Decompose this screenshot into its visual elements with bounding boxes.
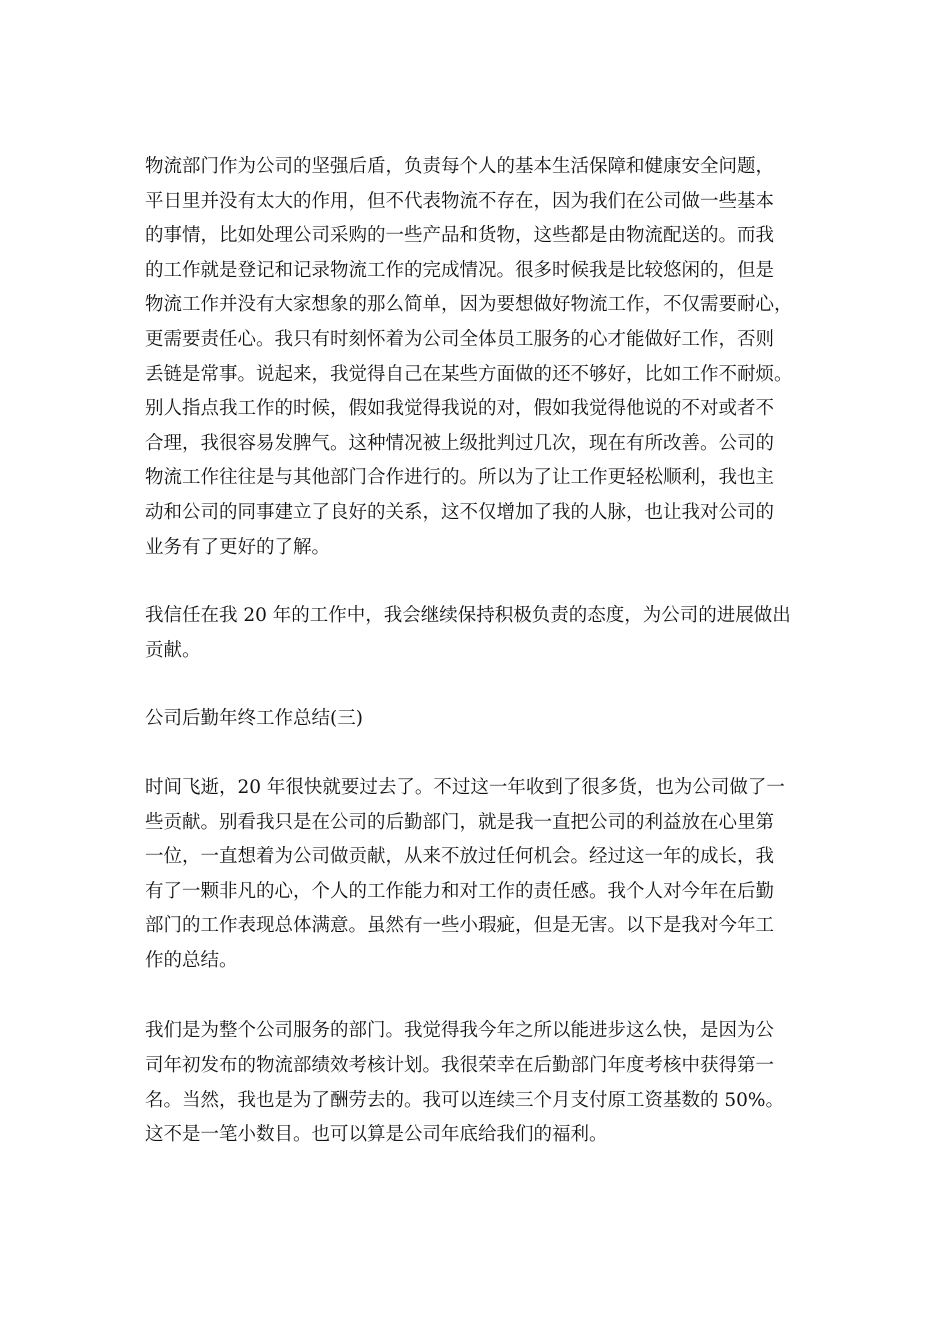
text-line: 别人指点我工作的时候，假如我觉得我说的对，假如我觉得他说的不对或者不 <box>145 398 775 420</box>
text-line: 作的总结。 <box>145 949 238 971</box>
text-line: 司年初发布的物流部绩效考核计划。我很荣幸在后勤部门年度考核中获得第一 <box>145 1055 775 1077</box>
paragraph-gap <box>145 737 815 771</box>
text-line: 物流部门作为公司的坚强后盾，负责每个人的基本生活保障和健康安全问题， <box>145 156 775 177</box>
paragraph-year-review <box>145 771 815 979</box>
paragraph-gap <box>145 565 815 599</box>
section-heading <box>145 702 815 737</box>
text-line: 我信任在我 20 年的工作中，我会继续保持积极负责的态度，为公司的进展做出 <box>145 605 791 627</box>
paragraph-gap <box>145 978 815 1014</box>
paragraph-commitment <box>145 599 815 668</box>
text-line: 动和公司的同事建立了良好的关系，这不仅增加了我的人脉，也让我对公司的 <box>145 501 775 523</box>
text-line: 丢链是常事。说起来，我觉得自己在某些方面做的还不够好，比如工作不耐烦。 <box>145 363 793 385</box>
text-line: 一位，一直想着为公司做贡献，从来不放过任何机会。经过这一年的成长，我 <box>145 846 775 868</box>
text-line: 合理，我很容易发脾气。这种情况被上级批判过几次，现在有所改善。公司的 <box>145 432 775 454</box>
heading-text: 公司后勤年终工作总结(三) <box>145 708 363 730</box>
text-line: 些贡献。别看我只是在公司的后勤部门，就是我一直把公司的利益放在心里第 <box>145 811 775 833</box>
text-line: 更需要责任心。我只有时刻怀着为公司全体员工服务的心才能做好工作，否则 <box>145 328 775 350</box>
text-line: 的工作就是登记和记录物流工作的完成情况。很多时候我是比较悠闲的，但是 <box>145 259 775 281</box>
text-line: 物流工作并没有大家想象的那么简单，因为要想做好物流工作，不仅需要耐心， <box>145 294 793 316</box>
paragraph-performance <box>145 1014 815 1152</box>
text-line: 部门的工作表现总体满意。虽然有一些小瑕疵，但是无害。以下是我对今年工 <box>145 915 775 937</box>
text-line: 名。当然，我也是为了酬劳去的。我可以连续三个月支付原工资基数的 50%。 <box>145 1089 785 1111</box>
text-line: 的事情，比如处理公司采购的一些产品和货物，这些都是由物流配送的。而我 <box>145 225 775 247</box>
text-line: 业务有了更好的了解。 <box>145 536 331 558</box>
text-line: 物流工作往往是与其他部门合作进行的。所以为了让工作更轻松顺利，我也主 <box>145 467 775 489</box>
document-page <box>145 150 815 1153</box>
text-line: 平日里并没有太大的作用，但不代表物流不存在，因为我们在公司做一些基本 <box>145 190 775 212</box>
text-line: 时间飞逝，20 年很快就要过去了。不过这一年收到了很多货，也为公司做了一 <box>145 776 785 798</box>
text-line: 有了一颗非凡的心，个人的工作能力和对工作的责任感。我个人对今年在后勤 <box>145 880 775 902</box>
paragraph-gap <box>145 668 815 702</box>
paragraph-logistics-role <box>145 150 815 565</box>
text-line: 这不是一笔小数目。也可以算是公司年底给我们的福利。 <box>145 1124 608 1146</box>
text-line: 我们是为整个公司服务的部门。我觉得我今年之所以能进步这么快，是因为公 <box>145 1020 775 1042</box>
text-line: 贡献。 <box>145 639 201 661</box>
